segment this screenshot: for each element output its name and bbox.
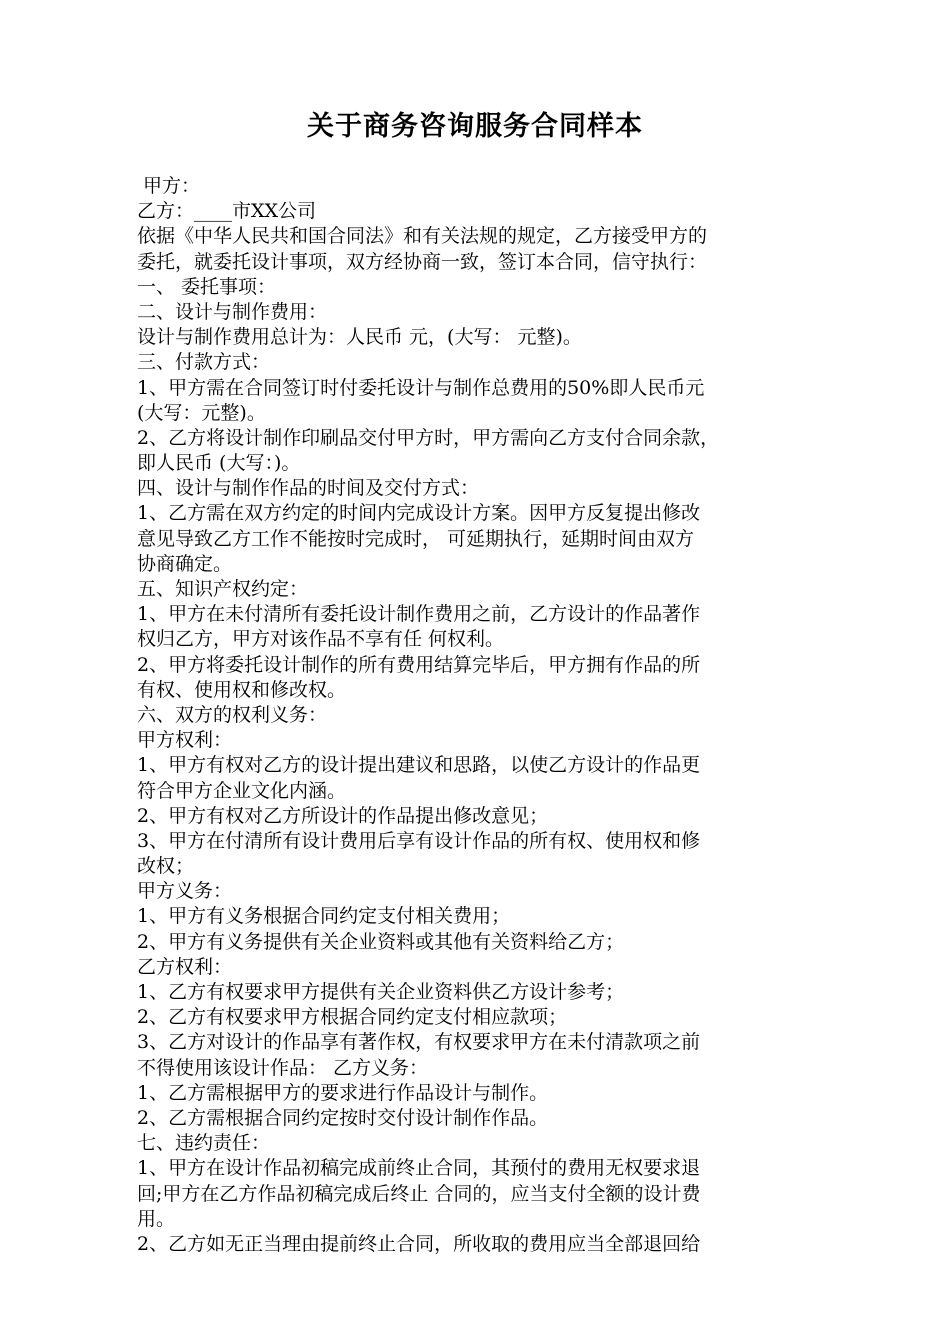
text-line: (大写：元整)。 xyxy=(137,401,266,424)
text-line: 1、乙方需在双方约定的时间内完成设计方案。因甲方反复提出修改 xyxy=(137,502,701,525)
text-line: 一、 委托事项： xyxy=(137,275,277,298)
text-line: 不得使用该设计作品： 乙方义务： xyxy=(137,1056,429,1079)
text-line: 3、乙方对设计的作品享有著作权，有权要求甲方在未付清款项之前 xyxy=(137,1031,701,1054)
text-line: 甲方： xyxy=(137,175,201,197)
text-line: 七、违约责任： xyxy=(137,1132,271,1155)
text-line: 乙方权利： xyxy=(137,955,233,978)
text-line: 协商确定。 xyxy=(137,552,233,575)
text-line: 即人民币 (大写：)。 xyxy=(137,452,301,475)
text-line: 设计与制作费用总计为：人民币 元，(大写： 元整)。 xyxy=(137,326,582,349)
text-line: 3、甲方在付清所有设计费用后享有设计作品的所有权、使用权和修 xyxy=(137,829,701,852)
text-line: 1、甲方有权对乙方的设计提出建议和思路，以使乙方设计的作品更 xyxy=(137,754,701,777)
text-line: 1、甲方需在合同签订时付委托设计与制作总费用的50%即人民币元 xyxy=(137,376,705,399)
text-line: 2、乙方将设计制作印刷品交付甲方时，甲方需向乙方支付合同余款， xyxy=(137,426,720,449)
text-line: 回;甲方在乙方作品初稿完成后终止 合同的，应当支付全额的设计费 xyxy=(137,1182,701,1205)
text-line: 五、知识产权约定： xyxy=(137,578,309,600)
text-line: 有权、使用权和修改权。 xyxy=(137,678,347,701)
text-line: 2、甲方有义务提供有关企业资料或其他有关资料给乙方； xyxy=(137,930,625,953)
text-line: 2、乙方需根据合同约定按时交付设计制作作品。 xyxy=(137,1106,549,1129)
text-line: 六、双方的权利义务： xyxy=(137,703,328,726)
text-line: 甲方义务： xyxy=(137,880,233,903)
text-line: 1、甲方在设计作品初稿完成前终止合同，其预付的费用无权要求退 xyxy=(137,1157,701,1180)
text-line: 四、设计与制作作品的时间及交付方式： xyxy=(137,477,480,500)
text-line: 甲方权利： xyxy=(137,729,233,752)
text-line: 1、乙方有权要求甲方提供有关企业资料供乙方设计参考； xyxy=(137,981,625,1003)
text-line: 二、设计与制作费用： xyxy=(137,300,328,323)
text-line: 委托，就委托设计事项，双方经协商一致，签订本合同，信守执行： xyxy=(137,250,708,273)
text-line: 改权； xyxy=(137,855,195,878)
text-line: 乙方：____市XX公司 xyxy=(137,200,317,223)
document-body xyxy=(137,174,837,1257)
text-line: 三、付款方式： xyxy=(137,351,271,374)
text-line: 1、甲方在未付清所有委托设计制作费用之前，乙方设计的作品著作 xyxy=(137,603,701,626)
text-line: 符合甲方企业文化内涵。 xyxy=(137,779,347,802)
text-line: 1、乙方需根据甲方的要求进行作品设计与制作。 xyxy=(137,1081,549,1104)
text-line: 用。 xyxy=(137,1207,176,1230)
text-line: 意见导致乙方工作不能按时完成时， 可延期执行，延期时间由双方 xyxy=(137,527,695,550)
text-line: 依据《中华人民共和国合同法》和有关法规的规定，乙方接受甲方的 xyxy=(137,225,708,248)
text-line: 1、甲方有义务根据合同约定支付相关费用； xyxy=(137,905,511,928)
document-title: 关于商务咨询服务合同样本 xyxy=(307,111,643,142)
text-line: 2、甲方将委托设计制作的所有费用结算完毕后，甲方拥有作品的所 xyxy=(137,653,701,676)
text-line: 权归乙方，甲方对该作品不享有任 何权利。 xyxy=(137,628,505,651)
text-line: 2、甲方有权对乙方所设计的作品提出修改意见； xyxy=(137,804,549,827)
text-line: 2、乙方如无正当理由提前终止合同，所收取的费用应当全部退回给 xyxy=(137,1232,701,1255)
text-line: 2、乙方有权要求甲方根据合同约定支付相应款项； xyxy=(137,1006,568,1029)
